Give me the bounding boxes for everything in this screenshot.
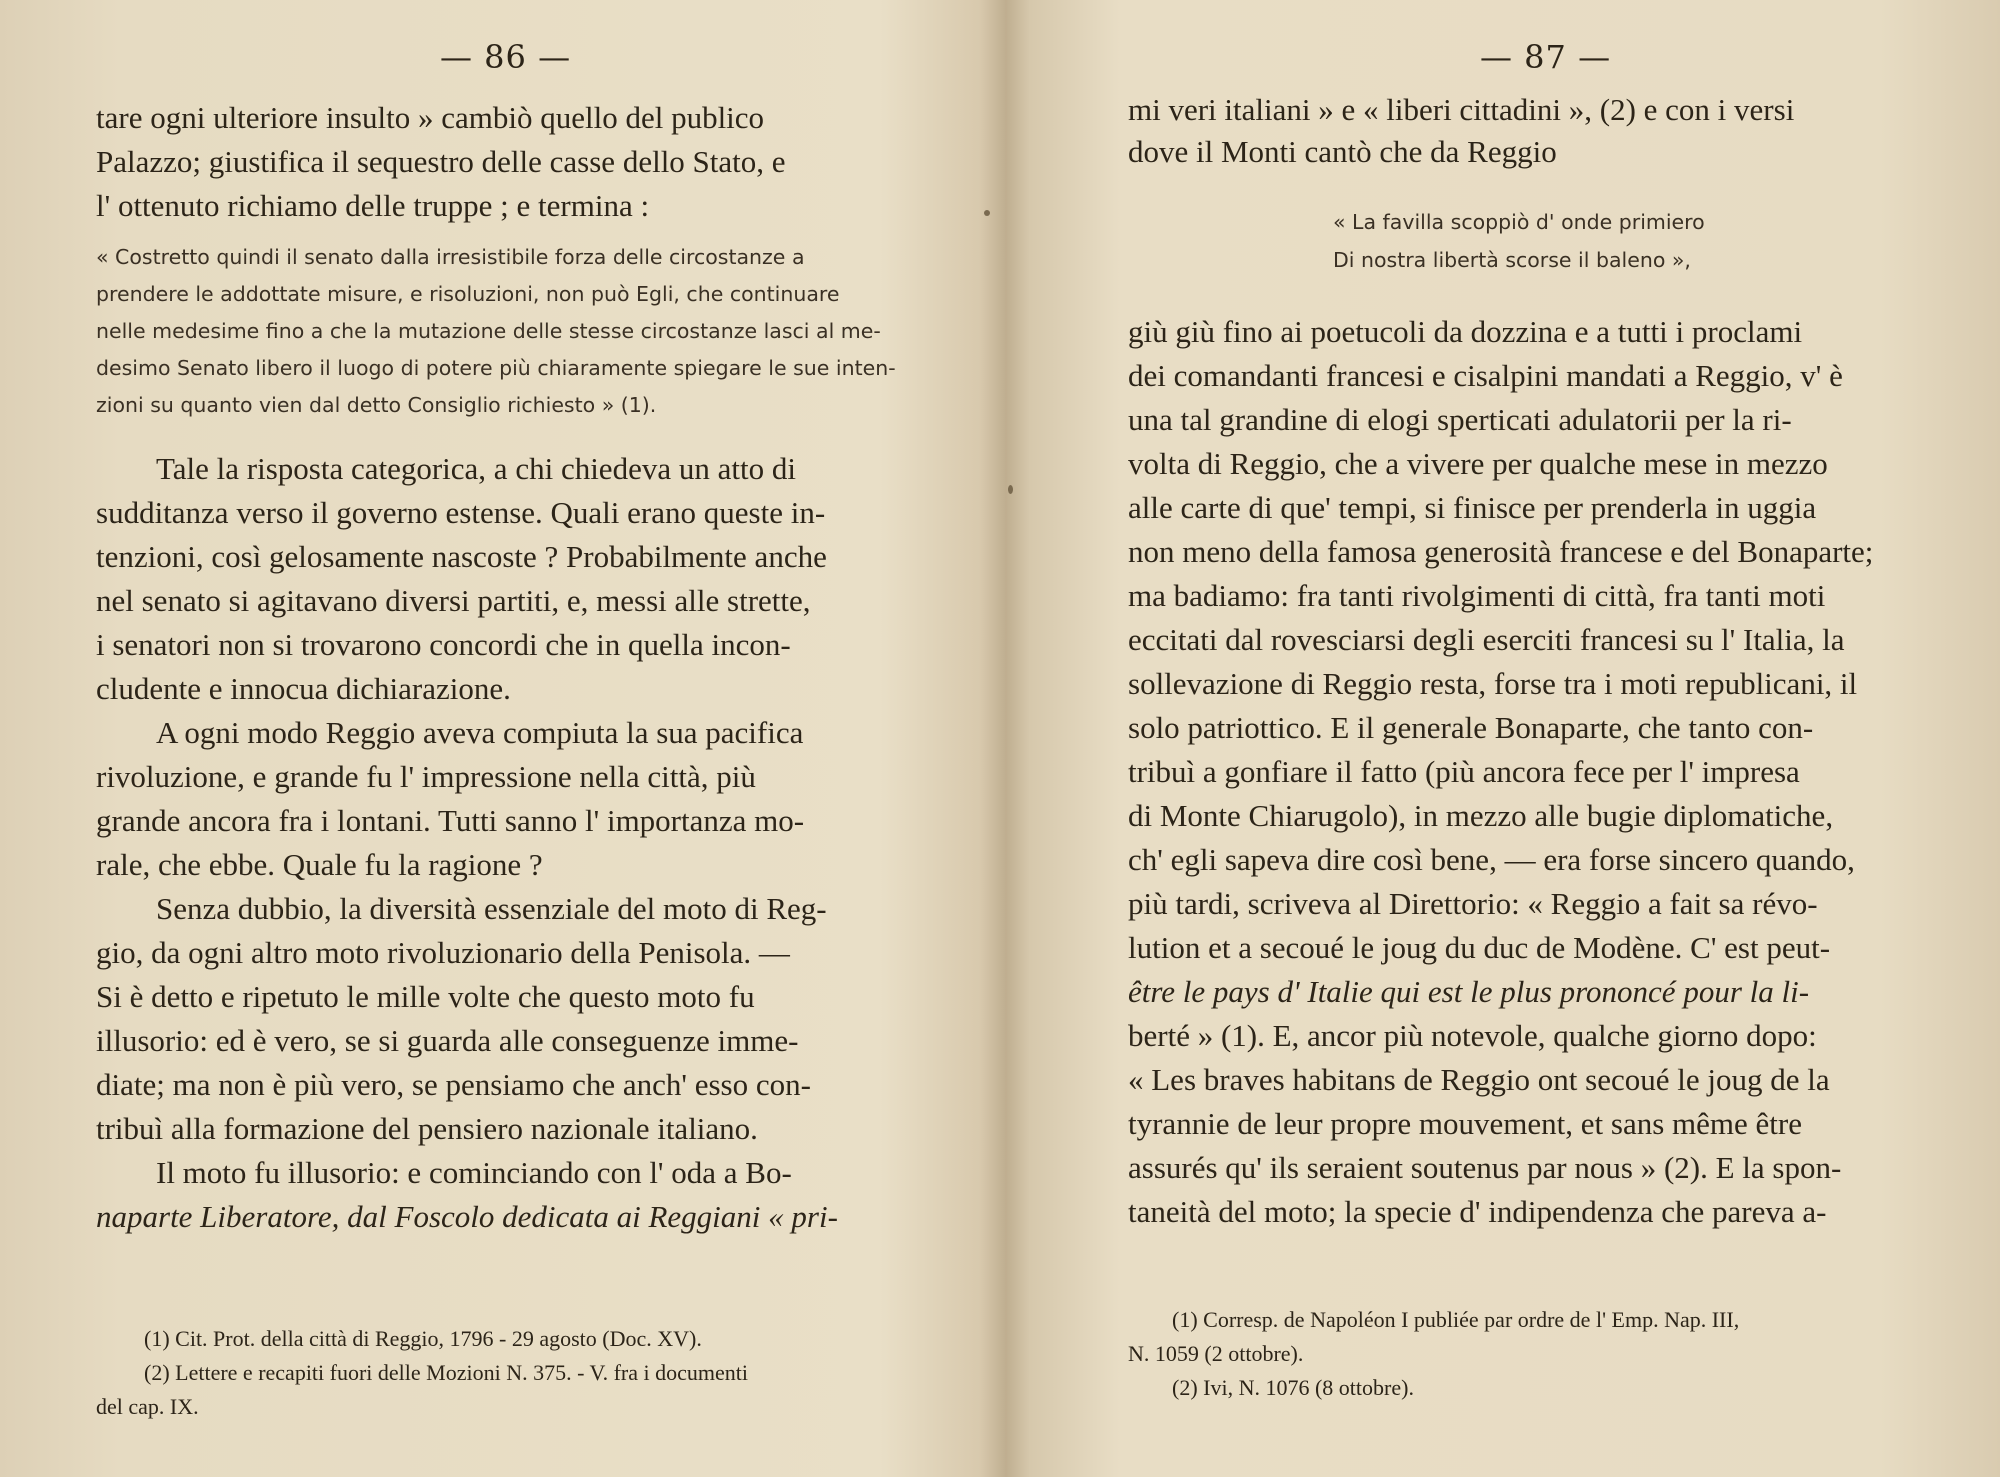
footnote-line: del cap. IX. <box>96 1394 199 1419</box>
text-line: « Les braves habitans de Reggio ont secoué le joug de la <box>1128 1062 1830 1097</box>
quote-line: zioni su quanto vien dal detto Consiglio richiesto » (1). <box>96 393 657 417</box>
text-line: tenzioni, così gelosamente nascoste ? Probabilmente anche <box>96 539 827 574</box>
quote-line: « Costretto quindi il senato dalla irresistibile forza delle circostanze a <box>96 245 805 269</box>
text-line: i senatori non si trovarono concordi che in quella incon- <box>96 627 791 662</box>
footnote-line: (2) Lettere e recapiti fuori delle Mozioni N. 375. - V. fra i documenti <box>144 1360 748 1385</box>
text-line: una tal grandine di elogi sperticati adulatorii per la ri- <box>1128 402 1792 437</box>
text-line: gio, da ogni altro moto rivoluzionario della Penisola. — <box>96 935 790 970</box>
right-page <box>1010 0 2000 1477</box>
text-line: berté » (1). E, ancor più notevole, qualche giorno dopo: <box>1128 1018 1817 1053</box>
text-line: illusorio: ed è vero, se si guarda alle conseguenze imme- <box>96 1023 799 1058</box>
text-line: cludente e innocua dichiarazione. <box>96 671 511 706</box>
text-line: être le pays d' Italie qui est le plus prononcé pour la li- <box>1128 974 1810 1009</box>
text-line: nel senato si agitavano diversi partiti, e, messi alle strette, <box>96 583 811 618</box>
text-line: assurés qu' ils seraient soutenus par nous » (2). E la spon- <box>1128 1150 1842 1185</box>
text-line: rale, che ebbe. Quale fu la ragione ? <box>96 847 543 882</box>
text-line: alle carte di que' tempi, si finisce per prenderla in uggia <box>1128 490 1817 525</box>
text-line: ch' egli sapeva dire così bene, — era forse sincero quando, <box>1128 842 1855 877</box>
quote-line: desimo Senato libero il luogo di potere più chiaramente spiegare le sue inten- <box>96 356 896 380</box>
text-line: dove il Monti cantò che da Reggio <box>1128 134 1557 169</box>
text-line: grande ancora fra i lontani. Tutti sanno l' importanza mo- <box>96 803 805 838</box>
text-line: dei comandanti francesi e cisalpini mandati a Reggio, v' è <box>1128 358 1843 393</box>
text-line: Tale la risposta categorica, a chi chiedeva un atto di <box>156 451 796 486</box>
text-line: mi veri italiani » e « liberi cittadini », (2) e con i versi <box>1128 92 1795 127</box>
footnote-line: (1) Corresp. de Napoléon I publiée par ordre de l' Emp. Nap. III, <box>1172 1307 1740 1332</box>
quote-line: nelle medesime fino a che la mutazione delle stesse circostanze lasci al me- <box>96 319 881 343</box>
page-number-87: — 87 — <box>1480 38 1612 76</box>
text-line: giù giù fino ai poetucoli da dozzina e a tutti i proclami <box>1128 314 1803 349</box>
right-page-text <box>1128 0 1958 1477</box>
text-line: rivoluzione, e grande fu l' impressione nella città, più <box>96 759 756 794</box>
page-number-86: — 86 — <box>440 38 572 76</box>
text-line: tyrannie de leur propre mouvement, et sans même être <box>1128 1106 1802 1141</box>
text-line: non meno della famosa generosità francese e del Bonaparte; <box>1128 534 1874 569</box>
text-line: lution et a secoué le joug du duc de Modène. C' est peut- <box>1128 930 1831 965</box>
text-line: tare ogni ulteriore insulto » cambiò quello del publico <box>96 100 765 135</box>
text-line: più tardi, scriveva al Direttorio: « Reggio a fait sa révo- <box>1128 886 1818 921</box>
text-line: ma badiamo: fra tanti rivolgimenti di città, fra tanti moti <box>1128 578 1826 613</box>
ink-spot <box>984 210 990 216</box>
text-line: tribuì a gonfiare il fatto (più ancora fece per l' impresa <box>1128 754 1800 789</box>
text-line: sudditanza verso il governo estense. Quali erano queste in- <box>96 495 826 530</box>
verse-line: Di nostra libertà scorse il baleno », <box>1333 248 1691 272</box>
left-page-text <box>96 0 916 1477</box>
text-line: diate; ma non è più vero, se pensiamo che anch' esso con- <box>96 1067 811 1102</box>
text-line: di Monte Chiarugolo), in mezzo alle bugie diplomatiche, <box>1128 798 1834 833</box>
text-line: taneità del moto; la specie d' indipendenza che pareva a- <box>1128 1194 1827 1229</box>
text-line: l' ottenuto richiamo delle truppe ; e termina : <box>96 188 650 223</box>
text-line: Senza dubbio, la diversità essenziale del moto di Reg- <box>156 891 827 926</box>
text-line: sollevazione di Reggio resta, forse tra i moti republicani, il <box>1128 666 1858 701</box>
text-line: volta di Reggio, che a vivere per qualche mese in mezzo <box>1128 446 1828 481</box>
text-line: tribuì alla formazione del pensiero nazionale italiano. <box>96 1111 758 1146</box>
text-line: Si è detto e ripetuto le mille volte che questo moto fu <box>96 979 755 1014</box>
text-line: A ogni modo Reggio aveva compiuta la sua pacifica <box>156 715 804 750</box>
text-line: eccitati dal rovesciarsi degli eserciti francesi su l' Italia, la <box>1128 622 1845 657</box>
text-line: solo patriottico. E il generale Bonaparte, che tanto con- <box>1128 710 1814 745</box>
verse-line: « La favilla scoppiò d' onde primiero <box>1333 210 1705 234</box>
footnote-line: N. 1059 (2 ottobre). <box>1128 1341 1304 1366</box>
text-line: Palazzo; giustifica il sequestro delle casse dello Stato, e <box>96 144 786 179</box>
footnote-line: (2) Ivi, N. 1076 (8 ottobre). <box>1172 1375 1414 1400</box>
quote-line: prendere le addottate misure, e risoluzioni, non può Egli, che continuare <box>96 282 840 306</box>
text-line: Il moto fu illusorio: e cominciando con l' oda a Bo- <box>156 1155 792 1190</box>
footnote-line: (1) Cit. Prot. della città di Reggio, 1796 - 29 agosto (Doc. XV). <box>144 1326 702 1351</box>
ink-spot <box>1008 485 1013 494</box>
text-line: naparte Liberatore, dal Foscolo dedicata ai Reggiani « pri- <box>96 1199 838 1234</box>
